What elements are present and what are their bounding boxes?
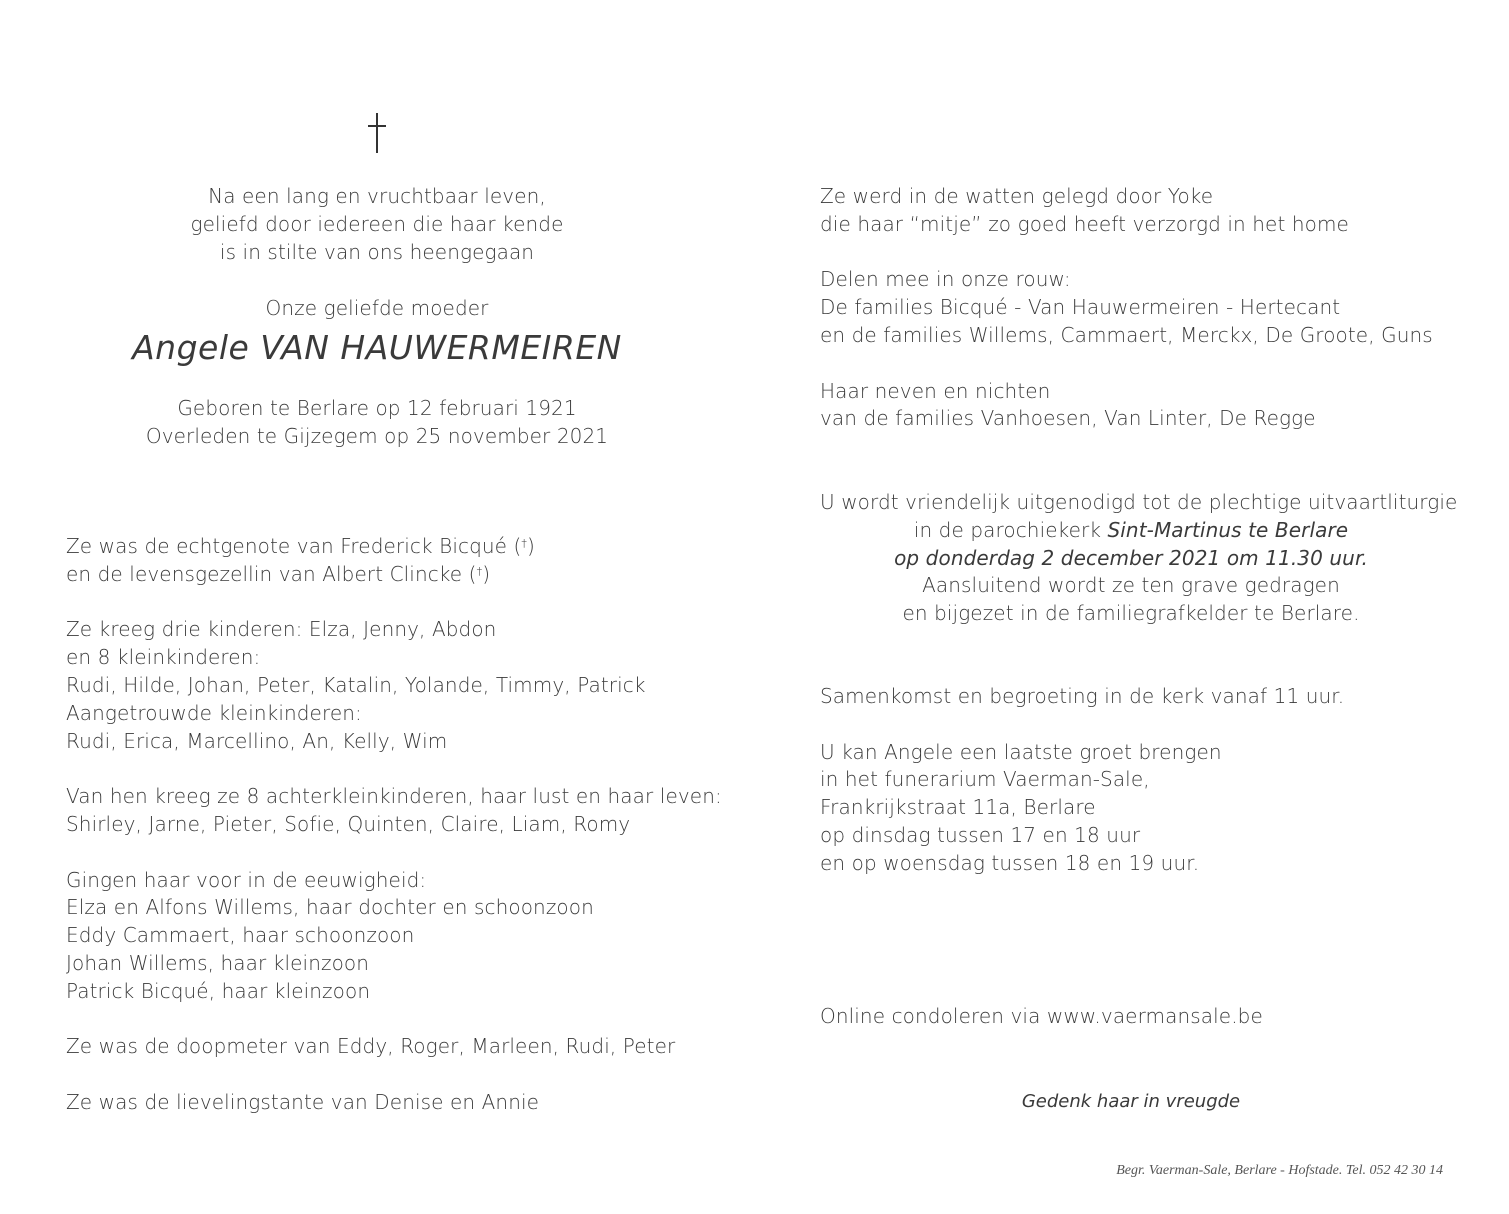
great-grandchildren-line: Shirley, Jarne, Pieter, Sofie, Quinten, Claire, Liam, Romy bbox=[66, 811, 631, 836]
aunt-line: Ze was de lievelingstante van Denise en Annie bbox=[66, 1089, 540, 1114]
dagger-mark: † bbox=[521, 537, 528, 550]
spouse-line bbox=[66, 533, 722, 561]
motto: Gedenk haar in vreugde bbox=[1021, 1091, 1241, 1112]
deceased-name: Angele VAN HAUWERMEIREN bbox=[132, 328, 622, 367]
visitation-line: U kan Angele een laatste groet brengen bbox=[820, 739, 1222, 764]
relatives-line: van de families Vanhoesen, Van Linter, De Regge bbox=[820, 406, 1316, 431]
cross-icon bbox=[366, 113, 388, 153]
children-line: Ze kreeg drie kinderen: Elza, Jenny, Abdon bbox=[66, 617, 497, 642]
intro-text bbox=[140, 183, 614, 266]
predeceased-line: Johan Willems, haar kleinzoon bbox=[66, 950, 370, 975]
intro-line: Na een lang en vruchtbaar leven, bbox=[208, 184, 546, 208]
undertaker-footer: Begr. Vaerman-Sale, Berlare - Hofstade. Tel. 052 42 30 14 bbox=[1116, 1163, 1443, 1178]
intro-line: geliefd door iedereen die haar kende bbox=[190, 211, 564, 236]
funeral-date-time: op donderdag 2 december 2021 om 11.30 uur. bbox=[894, 545, 1368, 570]
gathering-info bbox=[820, 683, 1344, 878]
gathering-line: Samenkomst en begroeting in de kerk vanaf 11 uur. bbox=[820, 684, 1345, 708]
mourning-line: en de families Willems, Cammaert, Merckx, De Groote, Guns bbox=[820, 322, 1433, 347]
invitation-church-line bbox=[820, 517, 1442, 545]
care-line: Ze werd in de watten gelegd door Yoke bbox=[820, 184, 1214, 208]
relatives-line: Haar neven en nichten bbox=[820, 378, 1051, 403]
mourning-line: Delen mee in onze rouw: bbox=[820, 267, 1071, 292]
birth-line: Geboren te Berlare op 12 februari 1921 bbox=[177, 396, 577, 420]
great-grandchildren-line: Van hen kreeg ze 8 achterkleinkinderen, haar lust en haar leven: bbox=[66, 784, 722, 809]
church-name: Sint-Martinus te Berlare bbox=[1107, 517, 1349, 542]
mourning-line: De families Bicqué - Van Hauwermeiren - Hertecant bbox=[820, 295, 1341, 320]
close-paren: ) bbox=[527, 534, 535, 558]
online-condolence: Online condoleren via www.vaermansale.be bbox=[820, 1004, 1263, 1028]
predeceased-line: Patrick Bicqué, haar kleinzoon bbox=[66, 978, 371, 1003]
birth-death-dates bbox=[100, 395, 654, 451]
intro-line: is in stilte van ons heengegaan bbox=[219, 239, 535, 264]
predeceased-line: Gingen haar voor in de eeuwigheid: bbox=[66, 867, 427, 892]
children-line: Rudi, Hilde, Johan, Peter, Katalin, Yolande, Timmy, Patrick bbox=[66, 672, 646, 697]
death-line: Overleden te Gijzegem op 25 november 2021 bbox=[145, 423, 609, 448]
children-line: en 8 kleinkinderen: bbox=[66, 645, 261, 670]
invitation-line: Aansluitend wordt ze ten grave gedragen bbox=[922, 573, 1340, 598]
subtitle: Onze geliefde moeder bbox=[265, 296, 489, 320]
close-paren: ) bbox=[482, 561, 491, 586]
predeceased-line: Eddy Cammaert, haar schoonzoon bbox=[66, 923, 415, 948]
children-line: Rudi, Erica, Marcellino, An, Kelly, Wim bbox=[66, 728, 448, 753]
care-line: die haar “mitje” zo goed heeft verzorgd in het home bbox=[820, 211, 1349, 236]
right-column-top bbox=[820, 183, 1433, 433]
visitation-line: in het funerarium Vaerman-Sale, bbox=[820, 767, 1150, 792]
visitation-line: op dinsdag tussen 17 en 18 uur bbox=[820, 822, 1141, 847]
invitation-line: U wordt vriendelijk uitgenodigd tot de plechtige uitvaartliturgie bbox=[820, 490, 1458, 514]
invitation-line: en bijgezet in de familiegrafkelder te Berlare. bbox=[902, 601, 1360, 626]
godmother-line: Ze was de doopmeter van Eddy, Roger, Marleen, Rudi, Peter bbox=[66, 1034, 676, 1059]
visitation-line: en op woensdag tussen 18 en 19 uur. bbox=[820, 850, 1200, 875]
partner-line bbox=[66, 561, 722, 589]
left-column bbox=[66, 533, 722, 1117]
partner-text: en de levensgezellin van Albert Clincke ( bbox=[66, 561, 477, 586]
children-line: Aangetrouwde kleinkinderen: bbox=[66, 700, 362, 725]
funeral-invitation bbox=[820, 489, 1458, 628]
church-prefix: in de parochiekerk bbox=[913, 517, 1108, 542]
visitation-line: Frankrijkstraat 11a, Berlare bbox=[820, 795, 1096, 820]
dagger-mark: † bbox=[476, 564, 483, 578]
spouse-text: Ze was de echtgenote van Frederick Bicqué ( bbox=[66, 534, 522, 558]
predeceased-line: Elza en Alfons Willems, haar dochter en schoonzoon bbox=[66, 895, 594, 920]
